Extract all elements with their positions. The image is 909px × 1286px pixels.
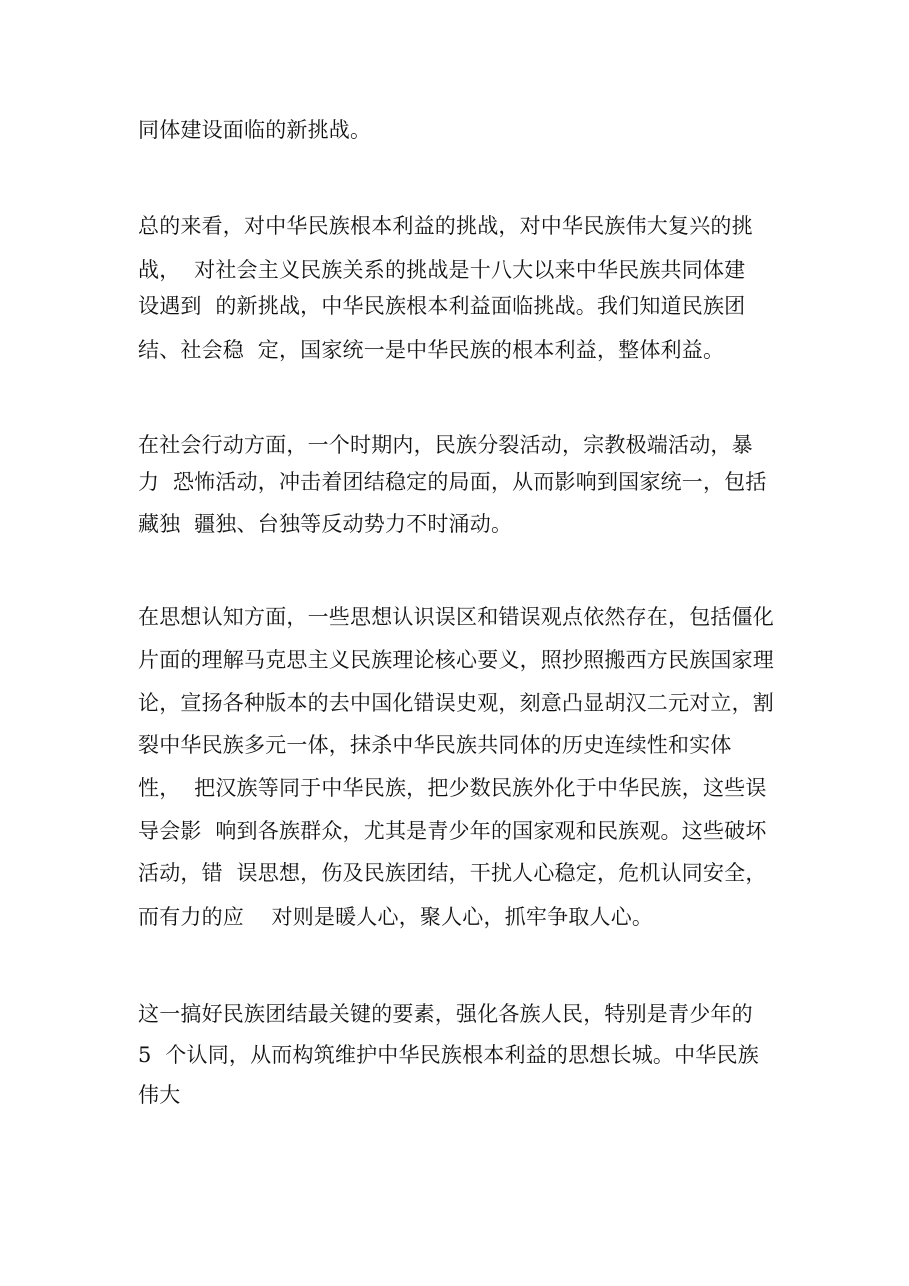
paragraph-4-line-5: 性， 把汉族等同于中华民族，把少数民族外化于中华民族，这些误 [138, 776, 767, 800]
paragraph-4-line-8: 而有力的应 对则是暖人心，聚人心，抓牢争取人心。 [138, 905, 654, 929]
paragraph-3-line-3: 藏独 疆独、台独等反动势力不时涌动。 [138, 512, 513, 536]
paragraph-5-line-1: 这一搞好民族团结最关键的要素，强化各族人民，特别是青少年的 [138, 1002, 753, 1026]
paragraph-2-line-1: 总的来看，对中华民族根本利益的挑战，对中华民族伟大复兴的挑 [138, 214, 753, 238]
paragraph-3-line-2: 力 恐怖活动，冲击着团结稳定的局面，从而影响到国家统一，包括 [138, 470, 767, 494]
paragraph-4-line-2: 片面的理解马克思主义民族理论核心要义，照抄照搬西方民族国家理 [138, 648, 774, 672]
paragraph-4-line-7: 活动，错 误思想，伤及民族团结，干扰人心稳定，危机认同安全， [138, 861, 767, 885]
paragraph-5-line-2: 5 个认同，从而构筑维护中华民族根本利益的思想长城。中华民族 [138, 1043, 759, 1067]
paragraph-1-line-1: 同体建设面临的新挑战。 [138, 118, 372, 142]
paragraph-4-line-1: 在思想认知方面，一些思想认识误区和错误观点依然存在，包括僵化 [138, 605, 774, 629]
paragraph-2-line-2: 战， 对社会主义民族关系的挑战是十八大以来中华民族共同体建 [138, 258, 746, 282]
paragraph-2-line-4: 结、社会稳 定，国家统一是中华民族的根本利益，整体利益。 [138, 338, 725, 362]
paragraph-4-line-4: 裂中华民族多元一体，抹杀中华民族共同体的历史连续性和实体 [138, 733, 732, 757]
paragraph-4-line-3: 论，宣扬各种版本的去中国化错误史观，刻意凸显胡汉二元对立，割 [138, 691, 774, 715]
paragraph-2-line-3: 设遇到 的新挑战，中华民族根本利益面临挑战。我们知道民族团 [138, 294, 746, 318]
paragraph-4-line-6: 导会影 响到各族群众，尤其是青少年的国家观和民族观。这些破坏 [138, 819, 767, 843]
paragraph-3-line-1: 在社会行动方面，一个时期内，民族分裂活动，宗教极端活动，暴 [138, 433, 753, 457]
paragraph-5-line-3: 伟大 [138, 1083, 181, 1107]
